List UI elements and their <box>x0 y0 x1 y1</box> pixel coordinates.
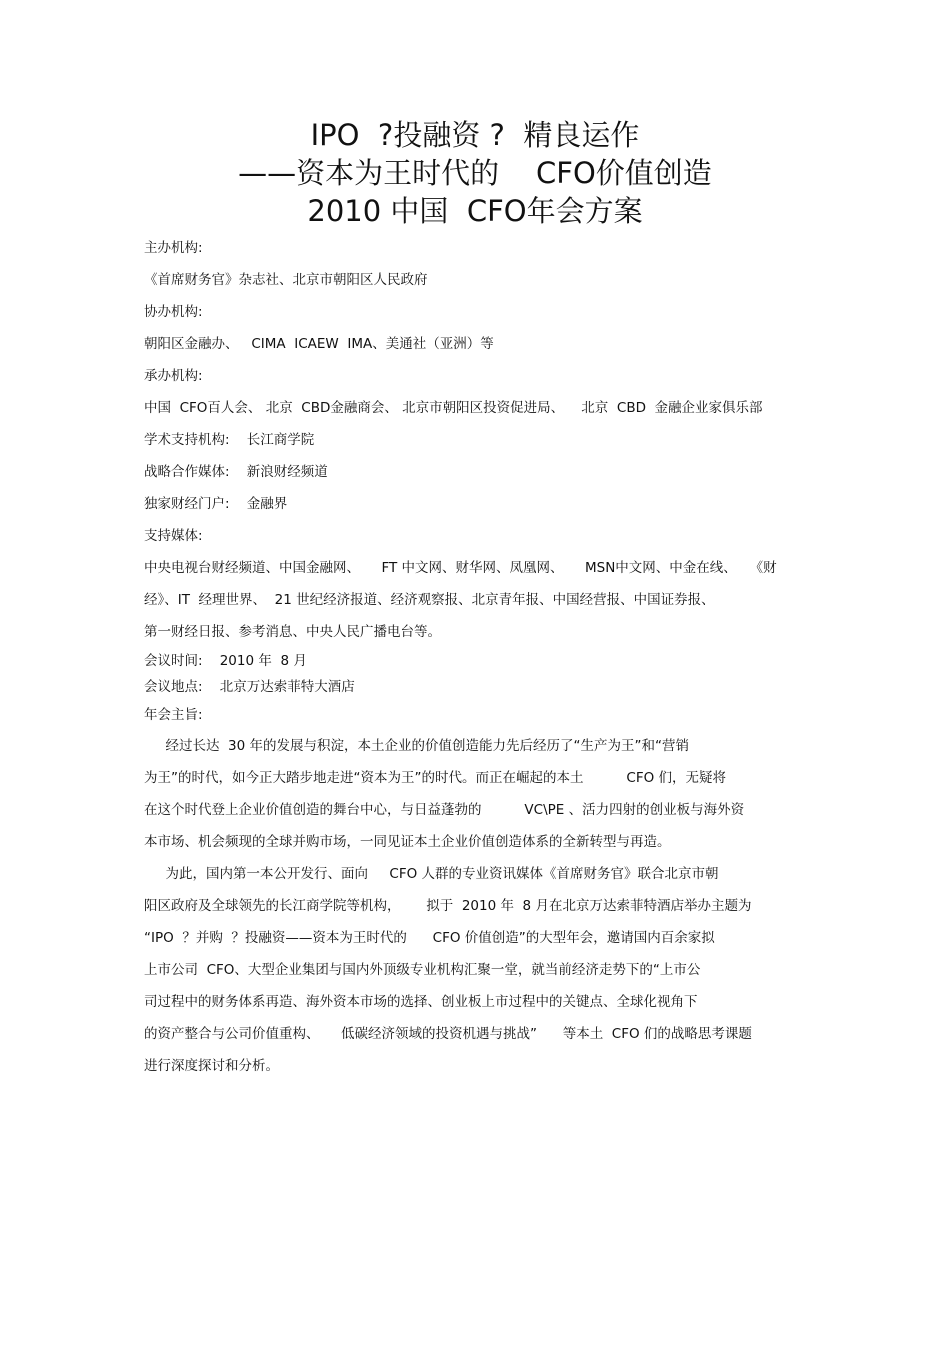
paragraph-2-line-2: 阳区政府及全球领先的长江商学院等机构， 拟于 2010 年 8 月在北京万达索菲特酒店举办主题为 <box>144 898 752 914</box>
meeting-venue: 会议地点: 北京万达索菲特大酒店 <box>144 679 355 695</box>
co-organizer-label: 协办机构: <box>144 304 203 320</box>
support-media-line-3: 第一财经日报、参考消息、中央人民广播电台等。 <box>144 624 441 640</box>
organizer-label: 主办机构: <box>144 240 203 256</box>
co-organizer-value: 朝阳区金融办、 CIMA ICAEW IMA、美通社（亚洲）等 <box>144 336 494 352</box>
support-media-label: 支持媒体: <box>144 528 203 544</box>
paragraph-2-line-3: “IPO ？并购 ？投融资——资本为王时代的 CFO 价值创造”的大型年会，邀请国内百余家拟 <box>144 930 715 946</box>
support-media-line-2: 经》、IT 经理世界、 21 世纪经济报道、经济观察报、北京青年报、中国经营报、中国证券报、 <box>144 592 715 608</box>
academic-support: 学术支持机构: 长江商学院 <box>144 432 315 448</box>
strategic-media: 战略合作媒体: 新浪财经频道 <box>144 464 328 480</box>
paragraph-1-line-1: 经过长达 30 年的发展与积淀，本土企业的价值创造能力先后经历了“生产为王”和“营销 <box>144 738 689 754</box>
meeting-time: 会议时间: 2010 年 8 月 <box>144 653 307 669</box>
paragraph-2-line-1: 为此，国内第一本公开发行、面向 CFO 人群的专业资讯媒体《首席财务官》联合北京市朝 <box>144 866 719 882</box>
organizer-value: 《首席财务官》杂志社、北京市朝阳区人民政府 <box>144 272 428 288</box>
paragraph-1-line-4: 本市场、机会频现的全球并购市场，一同见证本土企业价值创造体系的全新转型与再造。 <box>144 834 671 850</box>
title-line-2: ——资本为王时代的 CFO价值创造 <box>238 156 712 190</box>
exclusive-portal: 独家财经门户: 金融界 <box>144 496 288 512</box>
purpose-label: 年会主旨: <box>144 707 203 723</box>
title-line-1: IPO ?投融资 ? 精良运作 <box>310 118 640 152</box>
paragraph-2-line-7: 进行深度探讨和分析。 <box>144 1058 279 1074</box>
paragraph-1-line-2: 为王”的时代，如今正大踏步地走进“资本为王”的时代。而正在崛起的本土 CFO 们，无疑将 <box>144 770 727 786</box>
undertaker-value: 中国 CFO百人会、 北京 CBD金融商会、 北京市朝阳区投资促进局、 北京 CBD 金融企业家俱乐部 <box>144 400 763 416</box>
undertaker-label: 承办机构: <box>144 368 203 384</box>
support-media-line-1: 中央电视台财经频道、中国金融网、 FT 中文网、财华网、凤凰网、 MSN中文网、中金在线、 《财 <box>144 560 777 576</box>
paragraph-2-line-6: 的资产整合与公司价值重构、 低碳经济领域的投资机遇与挑战” 等本土 CFO 们的战略思考课题 <box>144 1026 752 1042</box>
paragraph-1-line-3: 在这个时代登上企业价值创造的舞台中心，与日益蓬勃的 VC\PE 、活力四射的创业板与海外资 <box>144 802 745 818</box>
paragraph-2-line-4: 上市公司 CFO、大型企业集团与国内外顶级专业机构汇聚一堂，就当前经济走势下的“上市公 <box>144 962 701 978</box>
title-line-3: 2010 中国 CFO年会方案 <box>307 194 643 228</box>
document-body <box>144 232 834 1082</box>
paragraph-2-line-5: 司过程中的财务体系再造、海外资本市场的选择、创业板上市过程中的关键点、全球化视角下 <box>144 994 698 1010</box>
document-title <box>0 116 950 230</box>
